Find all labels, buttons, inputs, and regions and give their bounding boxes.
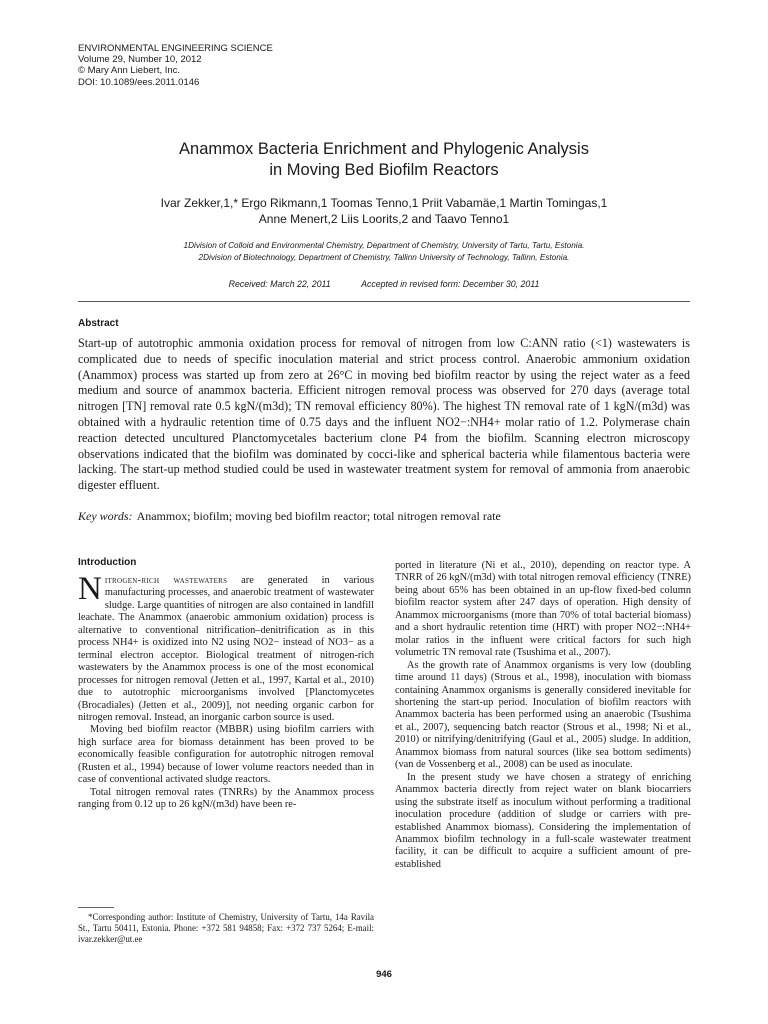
body-column-right — [395, 560, 691, 871]
article-dates — [78, 279, 690, 289]
body-column-left — [78, 571, 374, 812]
author-list — [78, 196, 690, 227]
journal-name: ENVIRONMENTAL ENGINEERING SCIENCE — [78, 43, 273, 54]
received-date: Received: March 22, 2011 — [228, 279, 331, 289]
authors-line-1: Ivar Zekker,1,* Ergo Rikmann,1 Toomas Tenno,1 Priit Vabamäe,1 Martin Tomingas,1 — [160, 196, 608, 210]
right-paragraph-1: ported in literature (Ni et al., 2010), depending on reactor type. A TNRR of 26 kgN/(m3d) with total nitrogen removal efficiency (TNRE) being about 65% has been obtained in an up-flow fixed-bed column biofilm reactor system after 247 days of operation. High density of Anammox microorganisms (more than 70% of total bacterial biomass) and a short hydraulic retention time (HRT) with proper NO2−:NH4+ molar ratios in the influent were critical factors for such high volumetric TN removal rate (Tsushima et al., 2007). — [395, 560, 691, 659]
affiliation-2: 2Division of Biotechnology, Department of Chemistry, Tallinn University of Technology, Tallinn, Estonia. — [198, 252, 570, 262]
affiliations — [78, 240, 690, 263]
intro-paragraph-3: Total nitrogen removal rates (TNRRs) by the Anammox process ranging from 0.12 up to 26 kgN/(m3d) have been re- — [78, 786, 374, 811]
intro-paragraph-2: Moving bed biofilm reactor (MBBR) using biofilm carriers with high surface area for biomass detainment has been proved to be economically feasible configuration for autotrophic nitrogen removal (Rusten et al., 1994) because of lower volume reactors needed than in case of conventional activated sludge reactors. — [78, 724, 374, 786]
journal-copyright: © Mary Ann Liebert, Inc. — [78, 65, 181, 77]
page-number: 946 — [376, 969, 392, 980]
intro-lead-smallcaps: itrogen-rich wastewaters — [104, 575, 228, 586]
journal-header — [78, 43, 273, 88]
article-title — [78, 139, 690, 181]
footnote-divider — [78, 907, 114, 908]
intro-paragraph-1-text: are generated in various manufacturing processes, and anaerobic treatment of wastewater sludge. Large quantities of nitrogen are also contained in landfill leachate. The Anammox (anaerobic ammonium oxidation) process is alternative to conventional nitrification–denitrification as in this process NH4+ is oxidized into N2 using NO2− instead of NO3− as a terminal electron acceptor. Biological treatment of nitrogen-rich wastewaters by the Anammox process is one of the most economical processes for nitrogen removal (Jetten et al., 1997, Kartal et al., 2010) due to autotrophic microorganisms involved [Planctomycetes (Brocadiales) (Jetten et al., 2009)], not needing organic carbon for nitrogen removal. Instead, an inorganic carbon source is used. — [78, 575, 374, 723]
journal-volume: Volume 29, Number 10, 2012 — [78, 54, 202, 66]
authors-line-2: Anne Menert,2 Liis Loorits,2 and Taavo Tenno1 — [258, 211, 510, 226]
right-paragraph-3: In the present study we have chosen a strategy of enriching Anammox bacteria directly from reject water on blank biocarriers using the substrate itself as inoculum without performing a traditional inoculation procedure (addition of sludge or carriers with pre-established Anammox biomass). Considering the implementation of Anammox biofilm technology in a full-scale wastewater treatment facility, it can be difficult to acquire a sufficient amount of pre-established — [395, 771, 691, 870]
affiliation-1: 1Division of Colloid and Environmental Chemistry, Department of Chemistry, University of Tartu, Tartu, Estonia. — [183, 241, 585, 250]
journal-doi[interactable]: DOI: 10.1089/ees.2011.0146 — [78, 76, 200, 88]
footnote-text: *Corresponding author: Institute of Chemistry, University of Tartu, 14a Ravila St., Tartu 50411, Estonia. Phone: +372 581 94858; Fax: +372 737 5264; E-mail: ivar.zekker@ut.ee — [78, 912, 374, 944]
title-line-1: Anammox Bacteria Enrichment and Phylogenic Analysis — [179, 140, 589, 158]
keywords — [78, 509, 690, 524]
drop-cap: N — [78, 571, 102, 607]
keywords-label: Key words: — [78, 509, 133, 523]
header-divider — [78, 301, 690, 302]
abstract-heading: Abstract — [78, 318, 119, 329]
introduction-heading: Introduction — [78, 557, 137, 568]
accepted-date: Accepted in revised form: December 30, 2011 — [361, 279, 540, 289]
abstract-text: Start-up of autotrophic ammonia oxidation process for removal of nitrogen from low C:ANN ratio (<1) wastewaters is complicated due to needs of specific inoculation material and strict process control. Anaerobic ammonium oxidation (Anammox) process was started up from zero at 26°C in moving bed biofilm reactor by using the reject water as a feed medium and source of anammox bacteria. Efficient nitrogen removal process was observed for 270 days (average total nitrogen [TN] removal rate 0.5 kgN/(m3d); TN removal efficiency 80%). The highest TN removal rate of 1 kgN/(m3d) was obtained with a hydraulic retention time of 0.75 days and the influent NO2−:NH4+ molar ratio of 1.2. Polymerase chain reaction detected uncultured Planctomycetales bacterium clone P4 from the biofilm. Scanning electron microscopy observations indicated that the biofilm was dominated by cocci-like and spherical bacteria while filamentous bacteria were lacking. The start-up method studied could be used in wastewater treatment system for removal of ammonia from anaerobic digester effluent. — [78, 336, 690, 493]
keywords-text: Anammox; biofilm; moving bed biofilm reactor; total nitrogen removal rate — [136, 509, 501, 523]
corresponding-author-footnote — [78, 912, 374, 945]
intro-paragraph-1 — [78, 571, 374, 724]
title-line-2: in Moving Bed Biofilm Reactors — [269, 161, 499, 179]
right-paragraph-2: As the growth rate of Anammox organisms is very low (doubling time around 11 days) (Strous et al., 1998), inoculation with biomass containing Anammox organisms is generally considered inevitable for shortening the start-up period. Inoculation of biofilm reactors with Anammox bacteria has been performed using an anaerobic (Tsushima et al., 2007), sequencing batch reactor (Strous et al., 1998; Ni et al., 2010) or nitrifying/denitrifying (Gaul et al., 2005) sludge. In addition, Anammox biomass from natural sources (like sea bottom sediments) (van de Vossenberg et al., 2008) can be used as inoculate. — [395, 659, 691, 771]
